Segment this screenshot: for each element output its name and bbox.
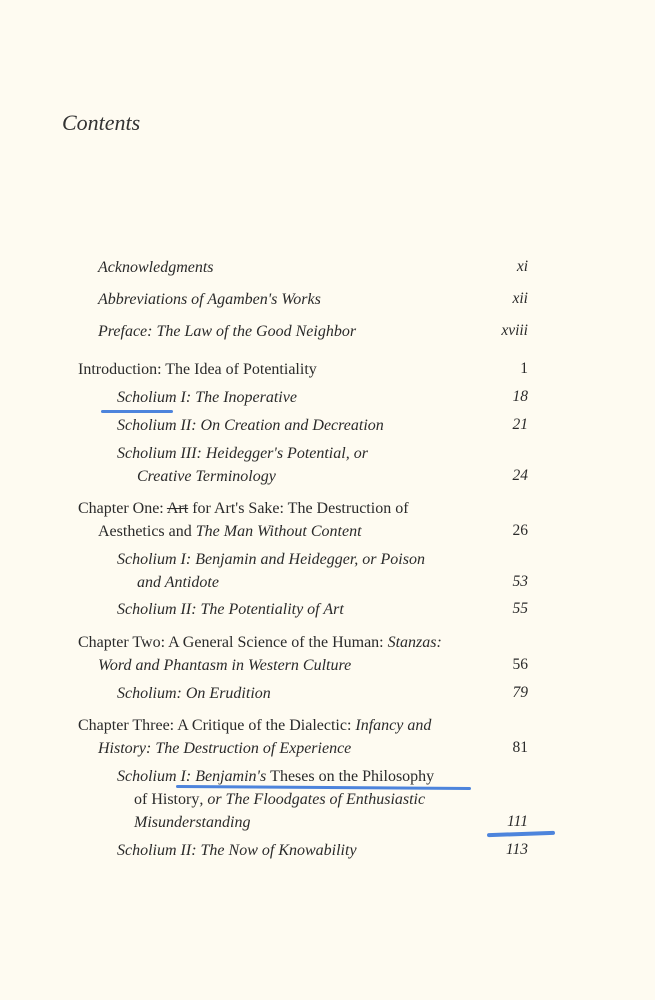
toc-scholium: Scholium I: Benjamin's Theses on the Philosophy <box>117 768 435 785</box>
toc-scholium: Scholium II: The Potentiality of Art <box>117 601 344 618</box>
toc-page: 113 <box>505 841 528 858</box>
toc-page: 111 <box>507 813 528 830</box>
toc-page: 21 <box>512 416 528 433</box>
toc-chapter-two-cont: Word and Phantasm in Western Culture <box>98 657 352 674</box>
toc-page: 79 <box>512 684 528 701</box>
toc-chapter-three-cont: History: The Destruction of Experience <box>98 740 352 757</box>
toc-chapter-one-cont: Aesthetics and The Man Without Content <box>98 523 362 540</box>
toc-page: 55 <box>512 600 528 617</box>
toc-scholium: Scholium I: The Inoperative <box>117 389 297 406</box>
toc-chapter-two: Chapter Two: A General Science of the Human: Stanzas: <box>78 634 442 651</box>
ink-annotation <box>101 410 173 413</box>
toc-page: xi <box>516 258 528 275</box>
toc-page: 24 <box>512 467 528 484</box>
toc-scholium-cont: Creative Terminology <box>137 468 276 485</box>
toc-introduction: Introduction: The Idea of Potentiality <box>78 361 317 378</box>
toc-page: 1 <box>520 360 528 377</box>
toc-chapter-three: Chapter Three: A Critique of the Dialectic: Infancy and <box>78 717 432 734</box>
toc-abbreviations: Abbreviations of Agamben's Works <box>98 291 321 308</box>
ink-annotation <box>487 831 555 837</box>
toc-scholium-cont: of History, or The Floodgates of Enthusiastic <box>134 791 426 808</box>
toc-scholium-cont: and Antidote <box>137 574 219 591</box>
toc-page: 18 <box>512 388 528 405</box>
toc-page: 56 <box>512 656 528 673</box>
toc-scholium: Scholium II: On Creation and Decreation <box>117 417 384 434</box>
toc-scholium-cont: Misunderstanding <box>134 814 251 831</box>
toc-page: 81 <box>512 739 528 756</box>
toc-chapter-one: Chapter One: Art for Art's Sake: The Destruction of <box>78 500 409 517</box>
toc-preface: Preface: The Law of the Good Neighbor <box>98 323 357 340</box>
toc-acknowledgments: Acknowledgments <box>98 259 214 276</box>
toc-scholium: Scholium I: Benjamin and Heidegger, or Poison <box>117 551 425 568</box>
toc-page: xii <box>512 290 528 307</box>
toc-page: xviii <box>501 322 528 339</box>
toc-page: 53 <box>512 573 528 590</box>
toc-scholium: Scholium: On Erudition <box>117 685 271 702</box>
page-title: Contents <box>62 110 141 135</box>
toc-scholium: Scholium III: Heidegger's Potential, or <box>117 445 368 462</box>
toc-page: 26 <box>512 522 528 539</box>
struck-word: Art <box>166 500 189 517</box>
toc-scholium: Scholium II: The Now of Knowability <box>117 842 357 859</box>
